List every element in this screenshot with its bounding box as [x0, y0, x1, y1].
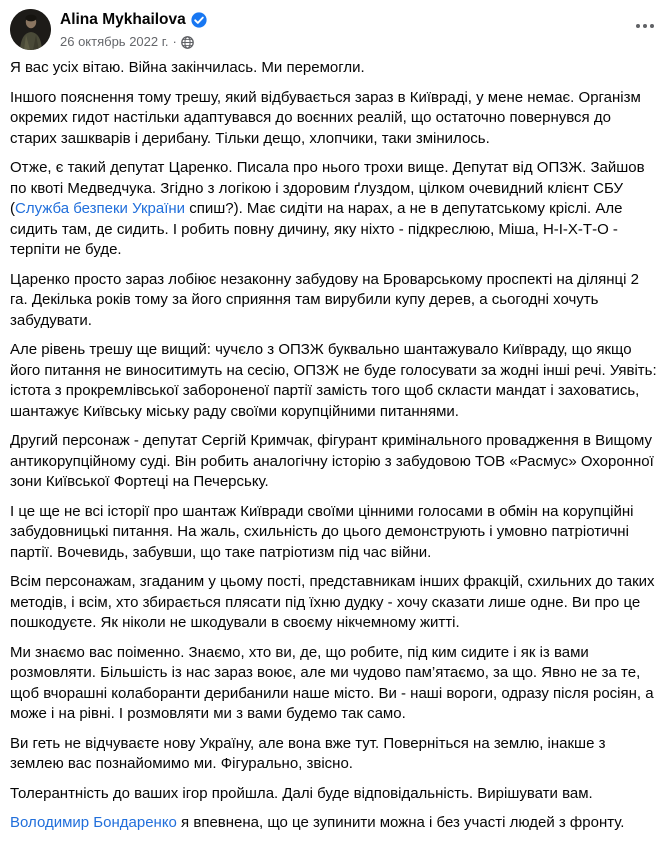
post-paragraph: Толерантність до ваших ігор пройшла. Далі буде відповідальність. Вирішувати вам.: [10, 784, 593, 802]
post-paragraph: Але рівень трешу ще вищий: чучєло з ОПЗЖ буквально шантажувало Київраду, що якщо його питання не виноситимуть на сесію, ОПЗЖ не буде голосувати за жодні інші речі. Уявіть: істота з прокремлівської забороненої партії замість того щоб скласти мандат і заховатись, шантажує Київську міську раду своїми корупційними питаннями.: [10, 341, 661, 420]
post-paragraph: Іншого пояснення тому трешу, який відбувається зараз в Київраді, у мене немає. Організм окремих гидот настільки адаптувався до воєнних реалій, що остаточно повернувся до старих зашкварів і дерибану. Тільки дещо, хлопчики, таки змінилось.: [10, 88, 645, 147]
more-options-button[interactable]: [634, 18, 656, 34]
post-paragraph: Ми знаємо вас поіменно. Знаємо, хто ви, де, що робите, під ким сидите і як із вами розмовляти. Більшість із нас зараз воює, але ми чудово пам’ятаємо, за що. Явно не за те, щоб вчорашні колаборанти дерибанили наше місто. Ви - наші вороги, одразу після росіян, а може і на рівні. І розмовляти ми з вами будемо так само.: [10, 643, 658, 722]
post-paragraph: [10, 158, 660, 261]
ellipsis-dot: [643, 24, 647, 28]
sbu-page-link[interactable]: Служба безпеки України: [15, 200, 186, 217]
post-paragraph: І це ще не всі історії про шантаж Київради своїми цінними голосами в обмін на корупційні забудовницькі питання. На жаль, схильність до цього демонструють і умовно патріотичні партії. Вочевидь, забувши, що таке патріотизм під час війни.: [10, 502, 638, 561]
header-text: [60, 9, 207, 50]
post-header: [0, 0, 670, 54]
name-row: [60, 10, 207, 30]
post-paragraph: [10, 813, 660, 834]
paragraph-text: я впевнена, що це зупинити можна і без участі людей з фронту.: [176, 814, 625, 831]
post-date[interactable]: 26 октябрь 2022 г.: [60, 34, 169, 49]
paragraph-text: спиш?). Має сидіти на нарах, а не в депутатському кріслі. Але сидить там, де сидить. І робить повну дичину, яку ніхто - підкреслюю, Міша, Н-І-Х-Т-О - терпіти не буде.: [10, 200, 627, 258]
globe-privacy-icon[interactable]: [181, 36, 194, 49]
post-paragraph: Царенко просто зараз лобіює незаконну забудову на Броварському проспекті на ділянці 2 га. Декілька років тому за його сприяння там вирубили купу дерев, а сьогодні хочуть забудувати.: [10, 270, 644, 329]
post-meta: [60, 33, 207, 50]
ellipsis-dot: [636, 24, 640, 28]
ellipsis-dot: [650, 24, 654, 28]
post-paragraph: Ви геть не відчуваєте нову Україну, але вона вже тут. Поверніться на землю, інакше з землею вас познайомимо ми. Фігурально, звісно.: [10, 734, 610, 772]
post-body: [0, 54, 670, 834]
post-paragraph: Другий персонаж - депутат Сергій Кримчак, фігурант кримінального провадження в Вищому антикорупційному суді. Він робить аналогічну історію з забудовою ТОВ «Расмус» Охоронної зони Київської Фортеці на Печерську.: [10, 432, 658, 490]
avatar[interactable]: [10, 9, 51, 50]
meta-separator: ·: [172, 34, 177, 49]
post-paragraph: Я вас усіх вітаю. Війна закінчилась. Ми перемогли.: [10, 59, 365, 76]
mention-link-volodymyr-bondarenko[interactable]: Володимир Бондаренко: [10, 814, 177, 831]
author-name[interactable]: Alina Mykhailova: [60, 11, 186, 28]
verified-badge-icon: [191, 12, 207, 28]
post-paragraph: Всім персонажам, згаданим у цьому пості, представникам інших фракцій, схильних до таких методів, і всім, хто збирається плясати під їхню дудку - хочу сказати лише одне. Ви про це пошкодуєте. Як ніколи не шкодували в своєму нікчемному житті.: [10, 573, 659, 631]
paragraph-text: Отже, є такий депутат Царенко. Писала про нього трохи вище. Депутат від ОПЗЖ. Зайшов по квоті Медведчука. Згідно з логікою і здоровим ґлуздом, цілком очевидний клієнт СБУ (: [10, 159, 649, 217]
avatar-portrait-graphic: [10, 9, 51, 50]
